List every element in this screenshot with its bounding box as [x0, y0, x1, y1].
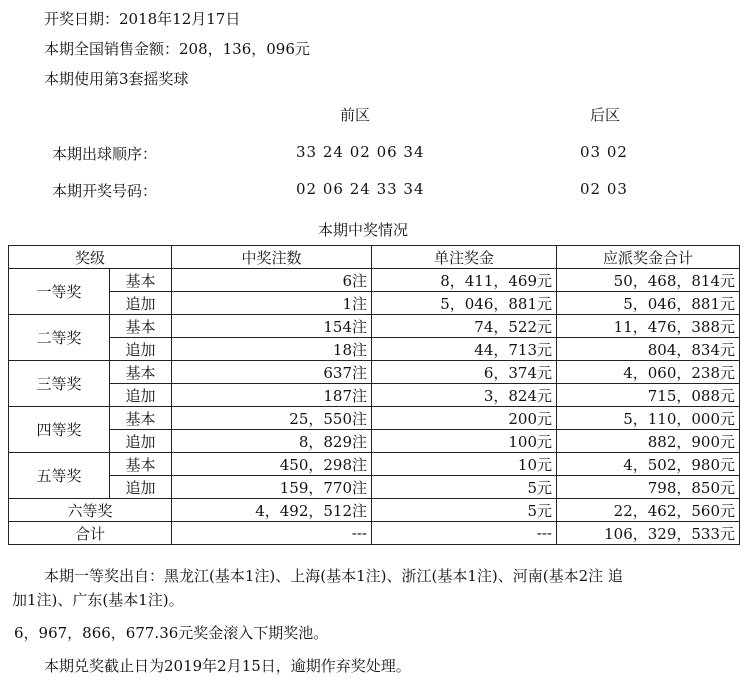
grade-name: 三等奖 [9, 361, 110, 407]
draw-order-back: 03 02 [580, 143, 628, 161]
table-row [9, 292, 740, 315]
prize-type: 追加 [110, 292, 172, 315]
total-prize: 11，476，388元 [557, 315, 740, 338]
sum-label: 合计 [9, 522, 172, 545]
unit-prize: 5元 [372, 476, 557, 499]
table-row [9, 269, 740, 292]
table-row [9, 338, 740, 361]
winners-origin-line1: 本期一等奖出自：黑龙江(基本1注)、上海(基本1注)、浙江(基本1注)、河南(基本2注 追 [44, 567, 623, 585]
total-prize: 5，046，881元 [557, 292, 740, 315]
total-prize: 804，834元 [557, 338, 740, 361]
table-caption: 本期中奖情况 [318, 221, 409, 239]
winner-count: 1注 [172, 292, 372, 315]
winner-count: 154注 [172, 315, 372, 338]
winning-number-label: 本期开奖号码： [52, 182, 158, 200]
col-header-prize: 单注奖金 [372, 246, 557, 269]
grade-name: 五等奖 [9, 453, 110, 499]
grade-name: 二等奖 [9, 315, 110, 361]
table-row [9, 453, 740, 476]
winning-number-front: 02 06 24 33 34 [296, 180, 425, 198]
prize-pool: 6，967，866，677.36元奖金滚入下期奖池。 [14, 624, 329, 642]
unit-prize: 8，411，469元 [372, 269, 557, 292]
unit-prize: 5，046，881元 [372, 292, 557, 315]
claim-deadline: 本期兑奖截止日为2019年2月15日，逾期作弃奖处理。 [44, 657, 411, 675]
prize-table [8, 245, 740, 545]
table-row [9, 476, 740, 499]
draw-date: 开奖日期：2018年12月17日 [44, 10, 241, 28]
winning-number-back: 02 03 [580, 180, 628, 198]
prize-type: 基本 [110, 361, 172, 384]
table-row [9, 407, 740, 430]
total-prize: 4，502，980元 [557, 453, 740, 476]
unit-prize: 6，374元 [372, 361, 557, 384]
table-row-sixth [9, 499, 740, 522]
front-zone-label: 前区 [340, 106, 371, 124]
total-prize: 22，462，560元 [557, 499, 740, 522]
col-header-grade: 奖级 [9, 246, 172, 269]
grade-name: 一等奖 [9, 269, 110, 315]
prize-type: 基本 [110, 453, 172, 476]
winner-count: 8，829注 [172, 430, 372, 453]
grade-name: 六等奖 [9, 499, 172, 522]
winner-count: 159，770注 [172, 476, 372, 499]
winner-count: 25，550注 [172, 407, 372, 430]
unit-prize: 44，713元 [372, 338, 557, 361]
winner-count: 187注 [172, 384, 372, 407]
unit-prize: 200元 [372, 407, 557, 430]
prize-type: 追加 [110, 430, 172, 453]
winner-count: 637注 [172, 361, 372, 384]
total-prize: 715，088元 [557, 384, 740, 407]
table-row-sum [9, 522, 740, 545]
grade-name: 四等奖 [9, 407, 110, 453]
total-prize: 882，900元 [557, 430, 740, 453]
winner-count: 450，298注 [172, 453, 372, 476]
ball-set: 本期使用第3套摇奖球 [44, 70, 189, 88]
table-row [9, 384, 740, 407]
prize-type: 追加 [110, 338, 172, 361]
prize-type: 基本 [110, 269, 172, 292]
col-header-total: 应派奖金合计 [557, 246, 740, 269]
unit-prize: 5元 [372, 499, 557, 522]
prize-type: 基本 [110, 315, 172, 338]
draw-order-front: 33 24 02 06 34 [296, 143, 425, 161]
total-prize: 5，110，000元 [557, 407, 740, 430]
total-prize: 4，060，238元 [557, 361, 740, 384]
table-row [9, 361, 740, 384]
draw-order-label: 本期出球顺序： [52, 145, 158, 163]
sum-total: 106，329，533元 [557, 522, 740, 545]
winner-count: 18注 [172, 338, 372, 361]
total-prize: 50，468，814元 [557, 269, 740, 292]
table-row [9, 430, 740, 453]
prize-type: 追加 [110, 384, 172, 407]
sum-prize: --- [372, 522, 557, 545]
winner-count: 6注 [172, 269, 372, 292]
winner-count: 4，492，512注 [172, 499, 372, 522]
col-header-count: 中奖注数 [172, 246, 372, 269]
table-header-row [9, 246, 740, 269]
back-zone-label: 后区 [590, 106, 621, 124]
prize-type: 追加 [110, 476, 172, 499]
table-row [9, 315, 740, 338]
winners-origin-line2: 加1注)、广东(基本1注)。 [12, 591, 184, 609]
total-prize: 798，850元 [557, 476, 740, 499]
unit-prize: 100元 [372, 430, 557, 453]
unit-prize: 74，522元 [372, 315, 557, 338]
prize-type: 基本 [110, 407, 172, 430]
sum-count: --- [172, 522, 372, 545]
sales-amount: 本期全国销售金额：208，136，096元 [44, 40, 310, 58]
unit-prize: 3，824元 [372, 384, 557, 407]
unit-prize: 10元 [372, 453, 557, 476]
